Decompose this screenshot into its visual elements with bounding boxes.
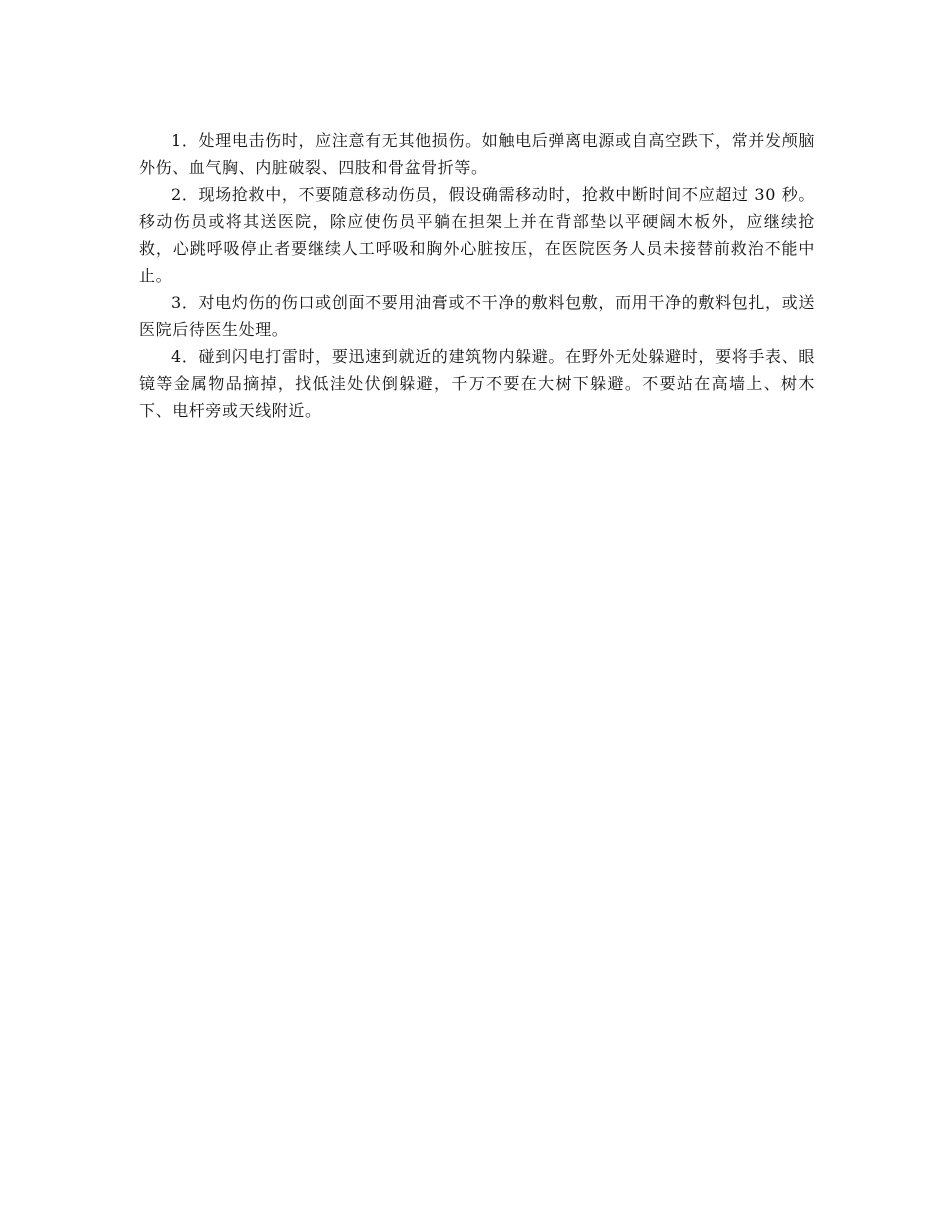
document-body [139, 127, 815, 424]
paragraph-2: 2．现场抢救中，不要随意移动伤员，假设确需移动时，抢救中断时间不应超过 30 秒。移动伤员或将其送医院，除应使伤员平躺在担架上并在背部垫以平硬阔木板外，应继续抢救，心跳呼吸停止者要继续人工呼吸和胸外心脏按压，在医院医务人员未接替前救治不能中止。 [139, 185, 815, 285]
paragraph-4: 4．碰到闪电打雷时，要迅速到就近的建筑物内躲避。在野外无处躲避时，要将手表、眼镜等金属物品摘掉，找低洼处伏倒躲避，千万不要在大树下躲避。不要站在高墙上、树木下、电杆旁或天线附近。 [139, 347, 815, 420]
paragraph-1: 1．处理电击伤时，应注意有无其他损伤。如触电后弹离电源或自高空跌下，常并发颅脑外伤、血气胸、内脏破裂、四肢和骨盆骨折等。 [139, 131, 815, 177]
paragraph-3: 3．对电灼伤的伤口或创面不要用油膏或不干净的敷料包敷，而用干净的敷料包扎，或送医院后待医生处理。 [139, 293, 815, 339]
